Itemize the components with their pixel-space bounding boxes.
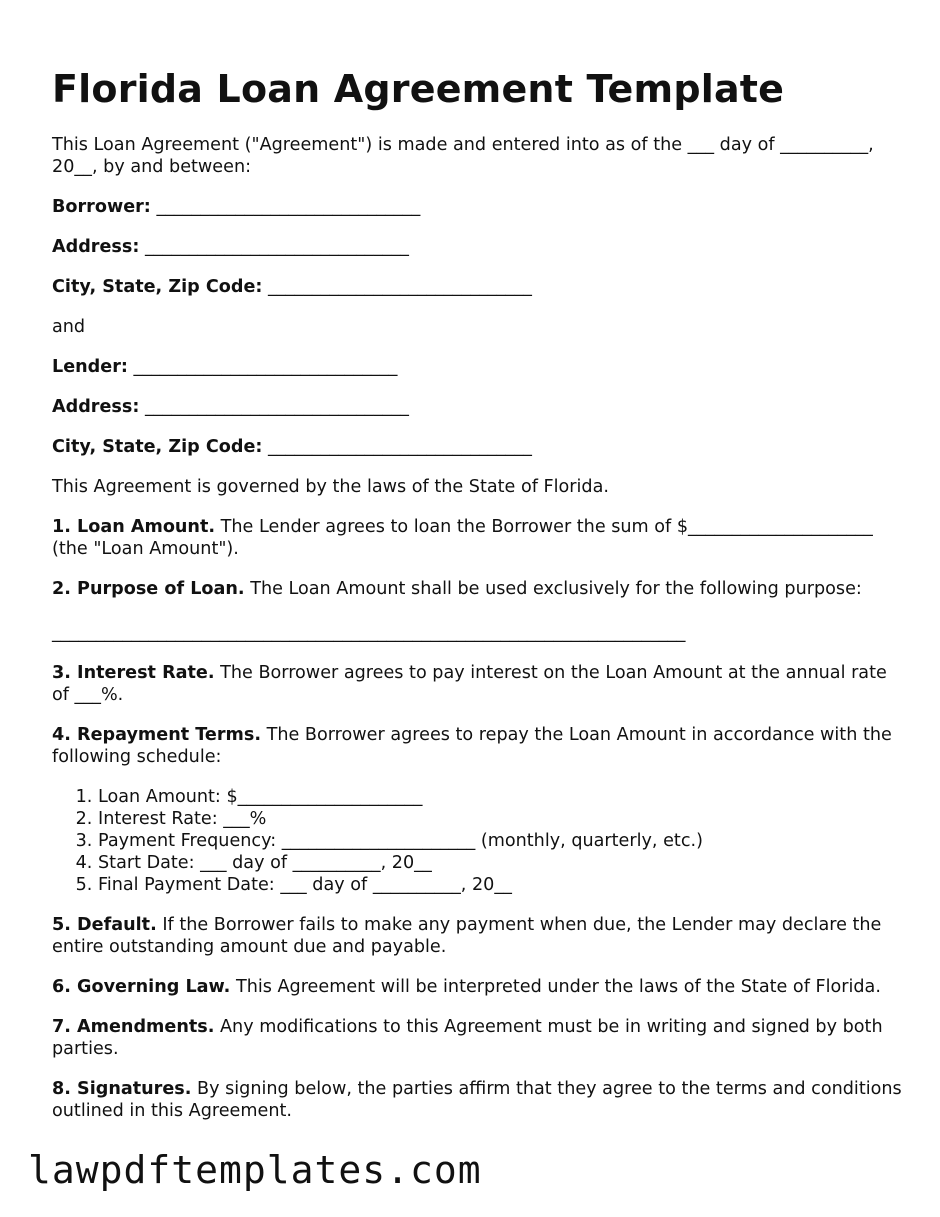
lender-address-blank: ______________________________: [145, 397, 409, 417]
list-item: 5. Final Payment Date: ___ day of __________, 20__: [98, 874, 902, 896]
section-loan-amount: [52, 516, 902, 560]
document-page: [52, 66, 902, 1140]
borrower-name-label: Borrower:: [52, 197, 151, 217]
section-heading: 7. Amendments.: [52, 1017, 215, 1037]
section-text: This Agreement will be interpreted under the laws of the State of Florida.: [235, 977, 881, 997]
borrower-city-field: [52, 276, 902, 298]
section-text: If the Borrower fails to make any payment when due, the Lender may declare the entire outstanding amount due and payable.: [52, 915, 882, 957]
lender-city-field: [52, 436, 902, 458]
lender-name-label: Lender:: [52, 357, 128, 377]
section-interest-rate: [52, 662, 902, 706]
repayment-schedule-list: [52, 786, 902, 896]
section-text: The Borrower agrees to repay the Loan Amount in accordance with the following schedule:: [52, 725, 892, 767]
borrower-address-field: [52, 236, 902, 258]
purpose-blank-line: ________________________________________________________________________: [52, 623, 686, 643]
section-heading: 4. Repayment Terms.: [52, 725, 262, 745]
section-text: The Loan Amount shall be used exclusively for the following purpose:: [250, 579, 862, 599]
section-default: [52, 914, 902, 958]
lender-city-label: City, State, Zip Code:: [52, 437, 263, 457]
lender-city-blank: ______________________________: [268, 437, 532, 457]
intro-paragraph: This Loan Agreement ("Agreement") is made and entered into as of the ___ day of __________, 20__, by and between:: [52, 135, 874, 177]
borrower-name-blank: ______________________________: [156, 197, 421, 217]
section-signatures: [52, 1078, 902, 1122]
borrower-name-field: [52, 196, 902, 218]
section-governing-law: [52, 976, 902, 998]
borrower-address-blank: ______________________________: [145, 237, 409, 257]
section-repayment-terms: [52, 724, 902, 768]
list-item: 3. Payment Frequency: ______________________ (monthly, quarterly, etc.): [98, 830, 902, 852]
document-title: Florida Loan Agreement Template: [52, 67, 785, 111]
section-text: The Lender agrees to loan the Borrower the sum of $_____________________ (the "Loan Amount").: [52, 517, 873, 559]
section-heading: 8. Signatures.: [52, 1079, 192, 1099]
lender-name-field: [52, 356, 902, 378]
lender-address-field: [52, 396, 902, 418]
and-text: and: [52, 317, 86, 337]
list-item: 4. Start Date: ___ day of __________, 20__: [98, 852, 902, 874]
section-amendments: [52, 1016, 902, 1060]
list-item: 2. Interest Rate: ___%: [98, 808, 902, 830]
section-purpose: [52, 578, 902, 644]
section-heading: 3. Interest Rate.: [52, 663, 215, 683]
borrower-address-label: Address:: [52, 237, 140, 257]
borrower-city-label: City, State, Zip Code:: [52, 277, 263, 297]
section-text: The Borrower agrees to pay interest on the Loan Amount at the annual rate of ___%.: [52, 663, 887, 705]
lender-name-blank: ______________________________: [133, 357, 398, 377]
section-heading: 1. Loan Amount.: [52, 517, 216, 537]
governed-paragraph: This Agreement is governed by the laws of the State of Florida.: [52, 477, 609, 497]
section-heading: 2. Purpose of Loan.: [52, 579, 245, 599]
lender-address-label: Address:: [52, 397, 140, 417]
list-item: 1. Loan Amount: $_____________________: [98, 786, 902, 808]
section-text: By signing below, the parties affirm that they agree to the terms and conditions outlined in this Agreement.: [52, 1079, 902, 1121]
borrower-city-blank: ______________________________: [268, 277, 532, 297]
watermark-text: lawpdftemplates.com: [28, 1148, 482, 1192]
section-text: Any modifications to this Agreement must be in writing and signed by both parties.: [52, 1017, 883, 1059]
section-heading: 6. Governing Law.: [52, 977, 231, 997]
section-heading: 5. Default.: [52, 915, 157, 935]
